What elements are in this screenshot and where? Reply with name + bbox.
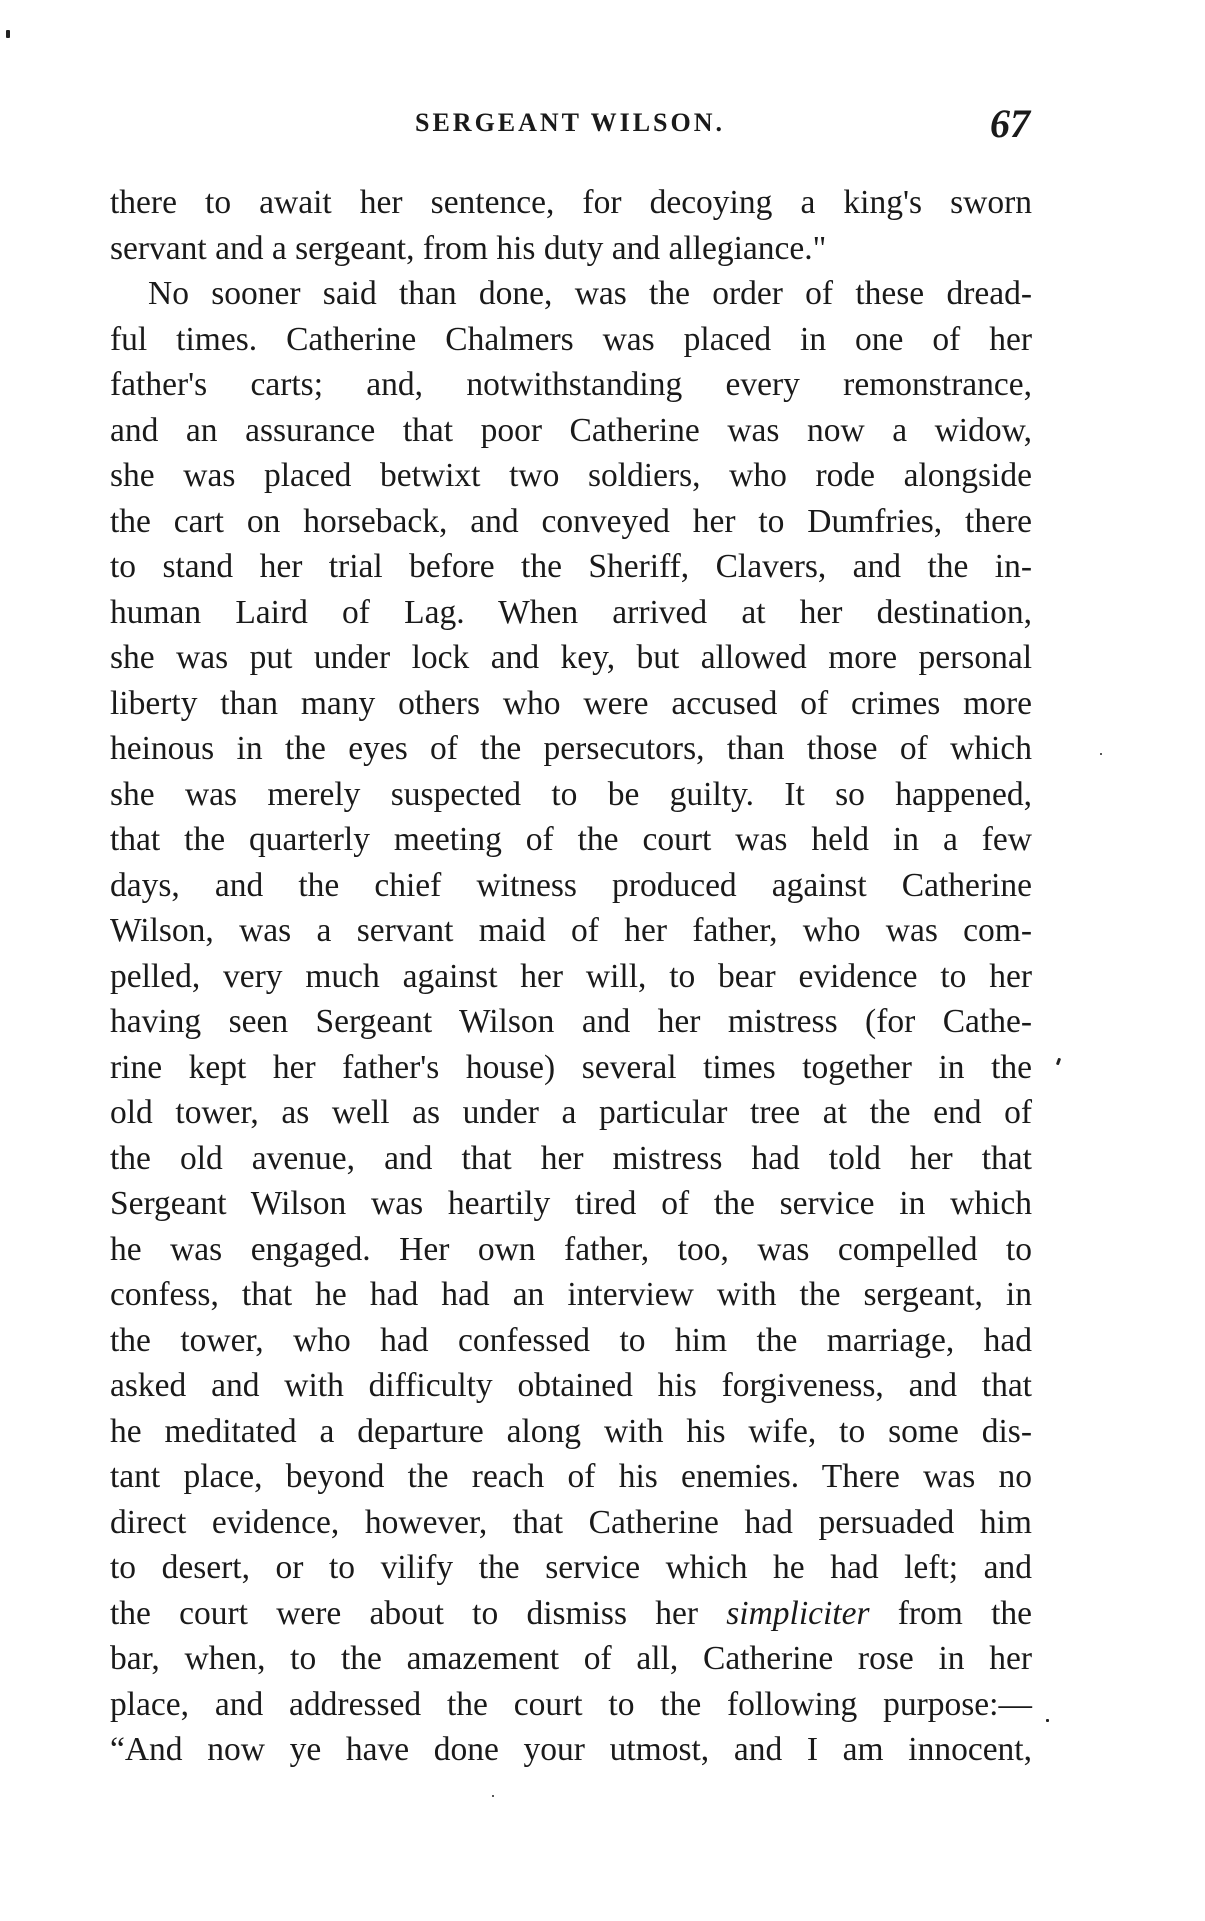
text-line: No sooner said than done, was the order of these dread- (148, 275, 1032, 312)
text-line: to desert, or to vilify the service which he had left; and (110, 1549, 1032, 1586)
text-line: having seen Sergeant Wilson and her mistress (for Cathe- (110, 1003, 1032, 1040)
text-line: place, and addressed the court to the following purpose:— (110, 1685, 1032, 1723)
text-line: Sergeant Wilson was heartily tired of the service in which (110, 1185, 1032, 1222)
text-line: old tower, as well as under a particular tree at the end of (110, 1094, 1032, 1131)
page-number: 67 (990, 101, 1030, 146)
text-line: tant place, beyond the reach of his enemies. There was no (110, 1458, 1032, 1495)
text-line: the tower, who had confessed to him the marriage, had (110, 1321, 1032, 1359)
running-title: SERGEANT WILSON. (414, 108, 726, 137)
text-line: days, and the chief witness produced against Catherine (110, 866, 1032, 904)
print-speck (1100, 753, 1102, 755)
text-line: she was placed betwixt two soldiers, who rode alongside (110, 457, 1032, 494)
print-speck (6, 30, 10, 38)
text-line: he meditated a departure along with his wife, to some dis- (110, 1412, 1032, 1450)
text-line: liberty than many others who were accused of crimes more (110, 684, 1032, 722)
text-line-with-italic (110, 1591, 1032, 1637)
text-line: asked and with difficulty obtained his forgiveness, and that (110, 1367, 1032, 1404)
text-line: confess, that he had had an interview with the sergeant, in (110, 1276, 1032, 1313)
text-line: pelled, very much against her will, to bear evidence to her (110, 957, 1032, 995)
line-segment: the court were about to dismiss her (110, 1594, 727, 1632)
text-line: and an assurance that poor Catherine was now a widow, (110, 411, 1032, 449)
print-speck (1046, 1719, 1049, 1722)
italic-term: simpliciter (726, 1594, 870, 1632)
text-line: she was merely suspected to be guilty. It so happened, (110, 775, 1032, 813)
text-line: “And now ye have done your utmost, and I am innocent, (110, 1731, 1032, 1768)
text-line: there to await her sentence, for decoying a king's sworn (110, 184, 1032, 221)
text-line: she was put under lock and key, but allowed more personal (110, 639, 1032, 676)
text-line: he was engaged. Her own father, too, was compelled to (110, 1230, 1032, 1268)
text-line: Wilson, was a servant maid of her father, who was com- (110, 912, 1032, 949)
text-line: heinous in the eyes of the persecutors, than those of which (110, 730, 1032, 767)
text-line: the cart on horseback, and conveyed her to Dumfries, there (110, 502, 1032, 540)
text-line: servant and a sergeant, from his duty and allegiance." (110, 229, 827, 267)
line-segment: from the (869, 1594, 1033, 1632)
text-line: direct evidence, however, that Catherine had persuaded him (110, 1503, 1032, 1541)
text-line: bar, when, to the amazement of all, Catherine rose in her (110, 1640, 1032, 1677)
text-line: to stand her trial before the Sheriff, Clavers, and the in- (110, 548, 1032, 585)
text-line: ful times. Catherine Chalmers was placed in one of her (110, 320, 1032, 358)
text-line: rine kept her father's house) several times together in the (110, 1048, 1032, 1086)
text-line: that the quarterly meeting of the court was held in a few (110, 821, 1032, 858)
text-line: father's carts; and, notwithstanding every remonstrance, (110, 366, 1032, 403)
body-text (110, 180, 1032, 1773)
print-speck (492, 1795, 494, 1797)
running-head (110, 100, 1030, 160)
print-speck (1056, 1058, 1061, 1066)
text-line: the old avenue, and that her mistress had told her that (110, 1139, 1032, 1177)
text-line: human Laird of Lag. When arrived at her destination, (110, 593, 1032, 631)
